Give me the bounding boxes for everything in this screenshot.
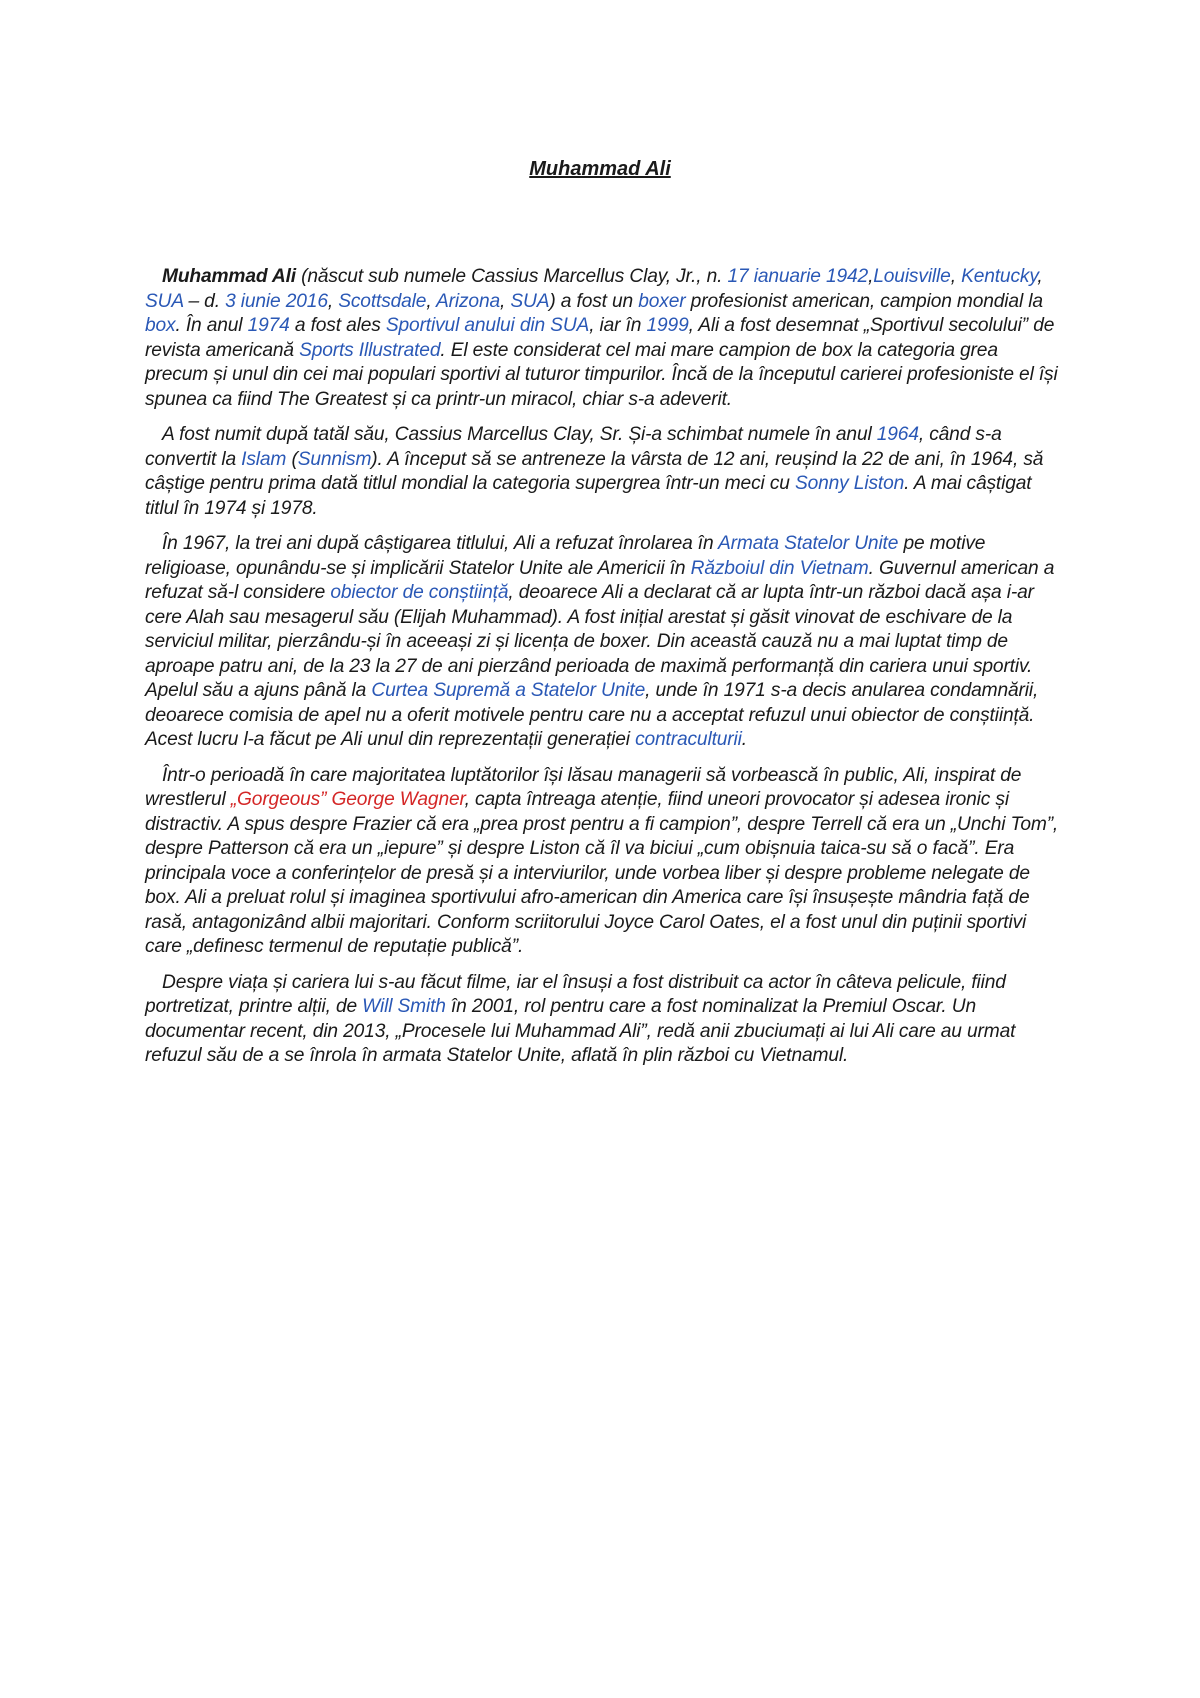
link[interactable]: Sonny Liston	[794, 473, 905, 494]
text-run: , capta întreaga atenție, fiind uneori provocator și adesea ironic și distractiv. A spus despre Frazier că era „prea prost pentru a fi campion”, despre Terrell că era un „Unchi Tom”, despre Patterson că era un „iepure” și despre Liston că îl va biciui „cum obișnuia taica-su să o facă”. Era principala voce a conferințelor de presă și a interviurilor, unde vorbea liber și despre probleme nelegate de box. Ali a preluat rolul și imaginea sportivului afro-american din America care își însușește mândria față de rasă, antagonizând albii majoritari. Conform scriitorului Joyce Carol Oates, el a fost unul din puținii sportivi care „definesc termenul de reputație publică”.	[145, 789, 1059, 957]
link[interactable]: 1999	[646, 315, 689, 336]
text-run: ,	[327, 290, 339, 312]
link[interactable]: 17 ianuarie 1942	[727, 266, 869, 287]
link[interactable]: Sunnism	[297, 448, 372, 470]
text-run: ) a fost un	[549, 290, 639, 312]
text-run: .	[741, 729, 747, 750]
paragraph-1	[145, 265, 1060, 412]
text-run: . A mai câștigat titlul în 1974 și 1978.	[145, 473, 1032, 519]
link[interactable]: 3 iunie 2016	[225, 290, 328, 312]
text-run: (născut sub numele Cassius Marcellus Clay, Jr., n.	[295, 266, 728, 287]
link[interactable]: Sportivul anului din SUA	[385, 315, 590, 336]
text-run: Despre viața și cariera lui s-au făcut filme, iar el însuși a fost distribuit ca actor în câteva pelicule, fiind portretizat, printre alții, de	[145, 971, 1006, 1017]
page-title: Muhammad Ali	[529, 158, 671, 180]
link[interactable]: 1964	[876, 424, 919, 445]
link[interactable]: Arizona	[435, 290, 500, 312]
text-run: ,	[950, 266, 962, 287]
text-run: a fost ales	[289, 315, 386, 336]
text-run: , iar în	[589, 315, 647, 336]
paragraph-5	[145, 971, 1060, 1069]
paragraph-4	[145, 764, 1060, 960]
text-run: profesionist american, campion mondial la	[685, 290, 1043, 312]
red-link[interactable]: „Gorgeous” George Wagner	[230, 789, 465, 810]
link[interactable]: Will Smith	[362, 996, 446, 1017]
link[interactable]: boxer	[638, 290, 686, 312]
article-body	[145, 265, 1060, 1080]
link[interactable]: Războiul din Vietnam	[690, 557, 869, 579]
text-run: , unde în 1971 s-a decis anularea condamnării, deoarece comisia de apel nu a oferit motivele pentru care nu a acceptat refuzul unui obiector de conștiință. Acest lucru l-a făcut pe Ali unul din reprezentații generației	[145, 680, 1039, 750]
text-run: , deoarece Ali a declarat că ar lupta într-un război dacă așa i-ar cere Alah sau mesagerul său (Elijah Muhammad). A fost inițial arestat și găsit vinovat de eschivare de la serviciul militar, pierzându-și în aceeași zi și licența de boxer. Din această cauză nu a mai luptat timp de aproape patru ani, de la 23 la 27 de ani pierzând perioada de maximă performanță din cariera unui sportiv. Apelul său a ajuns până la	[145, 582, 1034, 701]
link[interactable]: Sports Illustrated	[299, 339, 441, 361]
text-run: în 2001, rol pentru care a fost nominalizat la Premiul Oscar. Un documentar recent, din 2013, „Procesele lui Muhammad Ali”, redă anii zbuciumați ai lui Ali care au urmat refuzul său de a se înrola în armata Statelor Unite, aflată în plin război cu Vietnamul.	[145, 996, 1016, 1066]
link[interactable]: 1974	[247, 315, 290, 336]
link[interactable]: obiector de conștiință	[330, 582, 509, 603]
text-run: ). A început să se antreneze la vârsta de 12 ani, reușind la 22 de ani, în 1964, să câștige pentru prima dată titlul mondial la categoria supergrea într-un meci cu	[145, 448, 1044, 494]
text-run: ,	[500, 290, 511, 312]
link[interactable]: SUA	[145, 290, 184, 312]
link[interactable]: Louisville	[873, 266, 951, 287]
link[interactable]: Scottsdale	[338, 290, 427, 312]
text-run: . El este considerat cel mai mare campion de box la categoria grea precum și unul din cei mai populari sportivi al tuturor timpurilor. Încă de la începutul carierei profesioniste el își spunea ca fiind The Greatest și ca printr-un miracol, chiar s-a adeverit.	[145, 339, 1058, 410]
link[interactable]: box	[145, 315, 176, 336]
link[interactable]: contraculturii	[635, 729, 742, 750]
link[interactable]: Armata Statelor Unite	[717, 533, 899, 554]
text-run: – d.	[183, 290, 226, 312]
text-run: (	[286, 448, 298, 470]
text-run: În 1967, la trei ani după câștigarea titlului, Ali a refuzat înrolarea în	[162, 533, 718, 554]
text-run: , Ali a fost desemnat „Sportivul secolului” de revista americană	[145, 315, 1055, 361]
subject-name: Muhammad Ali	[162, 266, 296, 287]
link[interactable]: Curtea Supremă a Statelor Unite	[371, 680, 646, 701]
link[interactable]: Islam	[241, 448, 287, 470]
text-run: . În anul	[175, 315, 248, 336]
text-run: A fost numit după tatăl său, Cassius Marcellus Clay, Sr. Și-a schimbat numele în anul	[162, 424, 877, 445]
paragraph-2	[145, 423, 1060, 521]
text-run: . Guvernul american a refuzat să-l considere	[145, 557, 1055, 603]
text-run: ,	[1037, 266, 1043, 287]
paragraph-3	[145, 532, 1060, 753]
link[interactable]: Kentucky	[961, 266, 1038, 287]
text-run: Într-o perioadă în care majoritatea luptătorilor își lăsau managerii să vorbească în public, Ali, inspirat de wrestlerul	[145, 764, 1022, 810]
text-run: ,	[426, 290, 436, 312]
text-run: pe motive religioase, opunându-se și implicării Statelor Unite ale Americii în	[145, 533, 986, 579]
text-run: , când s-a convertit la	[145, 424, 1002, 470]
text-run: ,	[868, 266, 874, 287]
link[interactable]: SUA	[510, 290, 550, 312]
